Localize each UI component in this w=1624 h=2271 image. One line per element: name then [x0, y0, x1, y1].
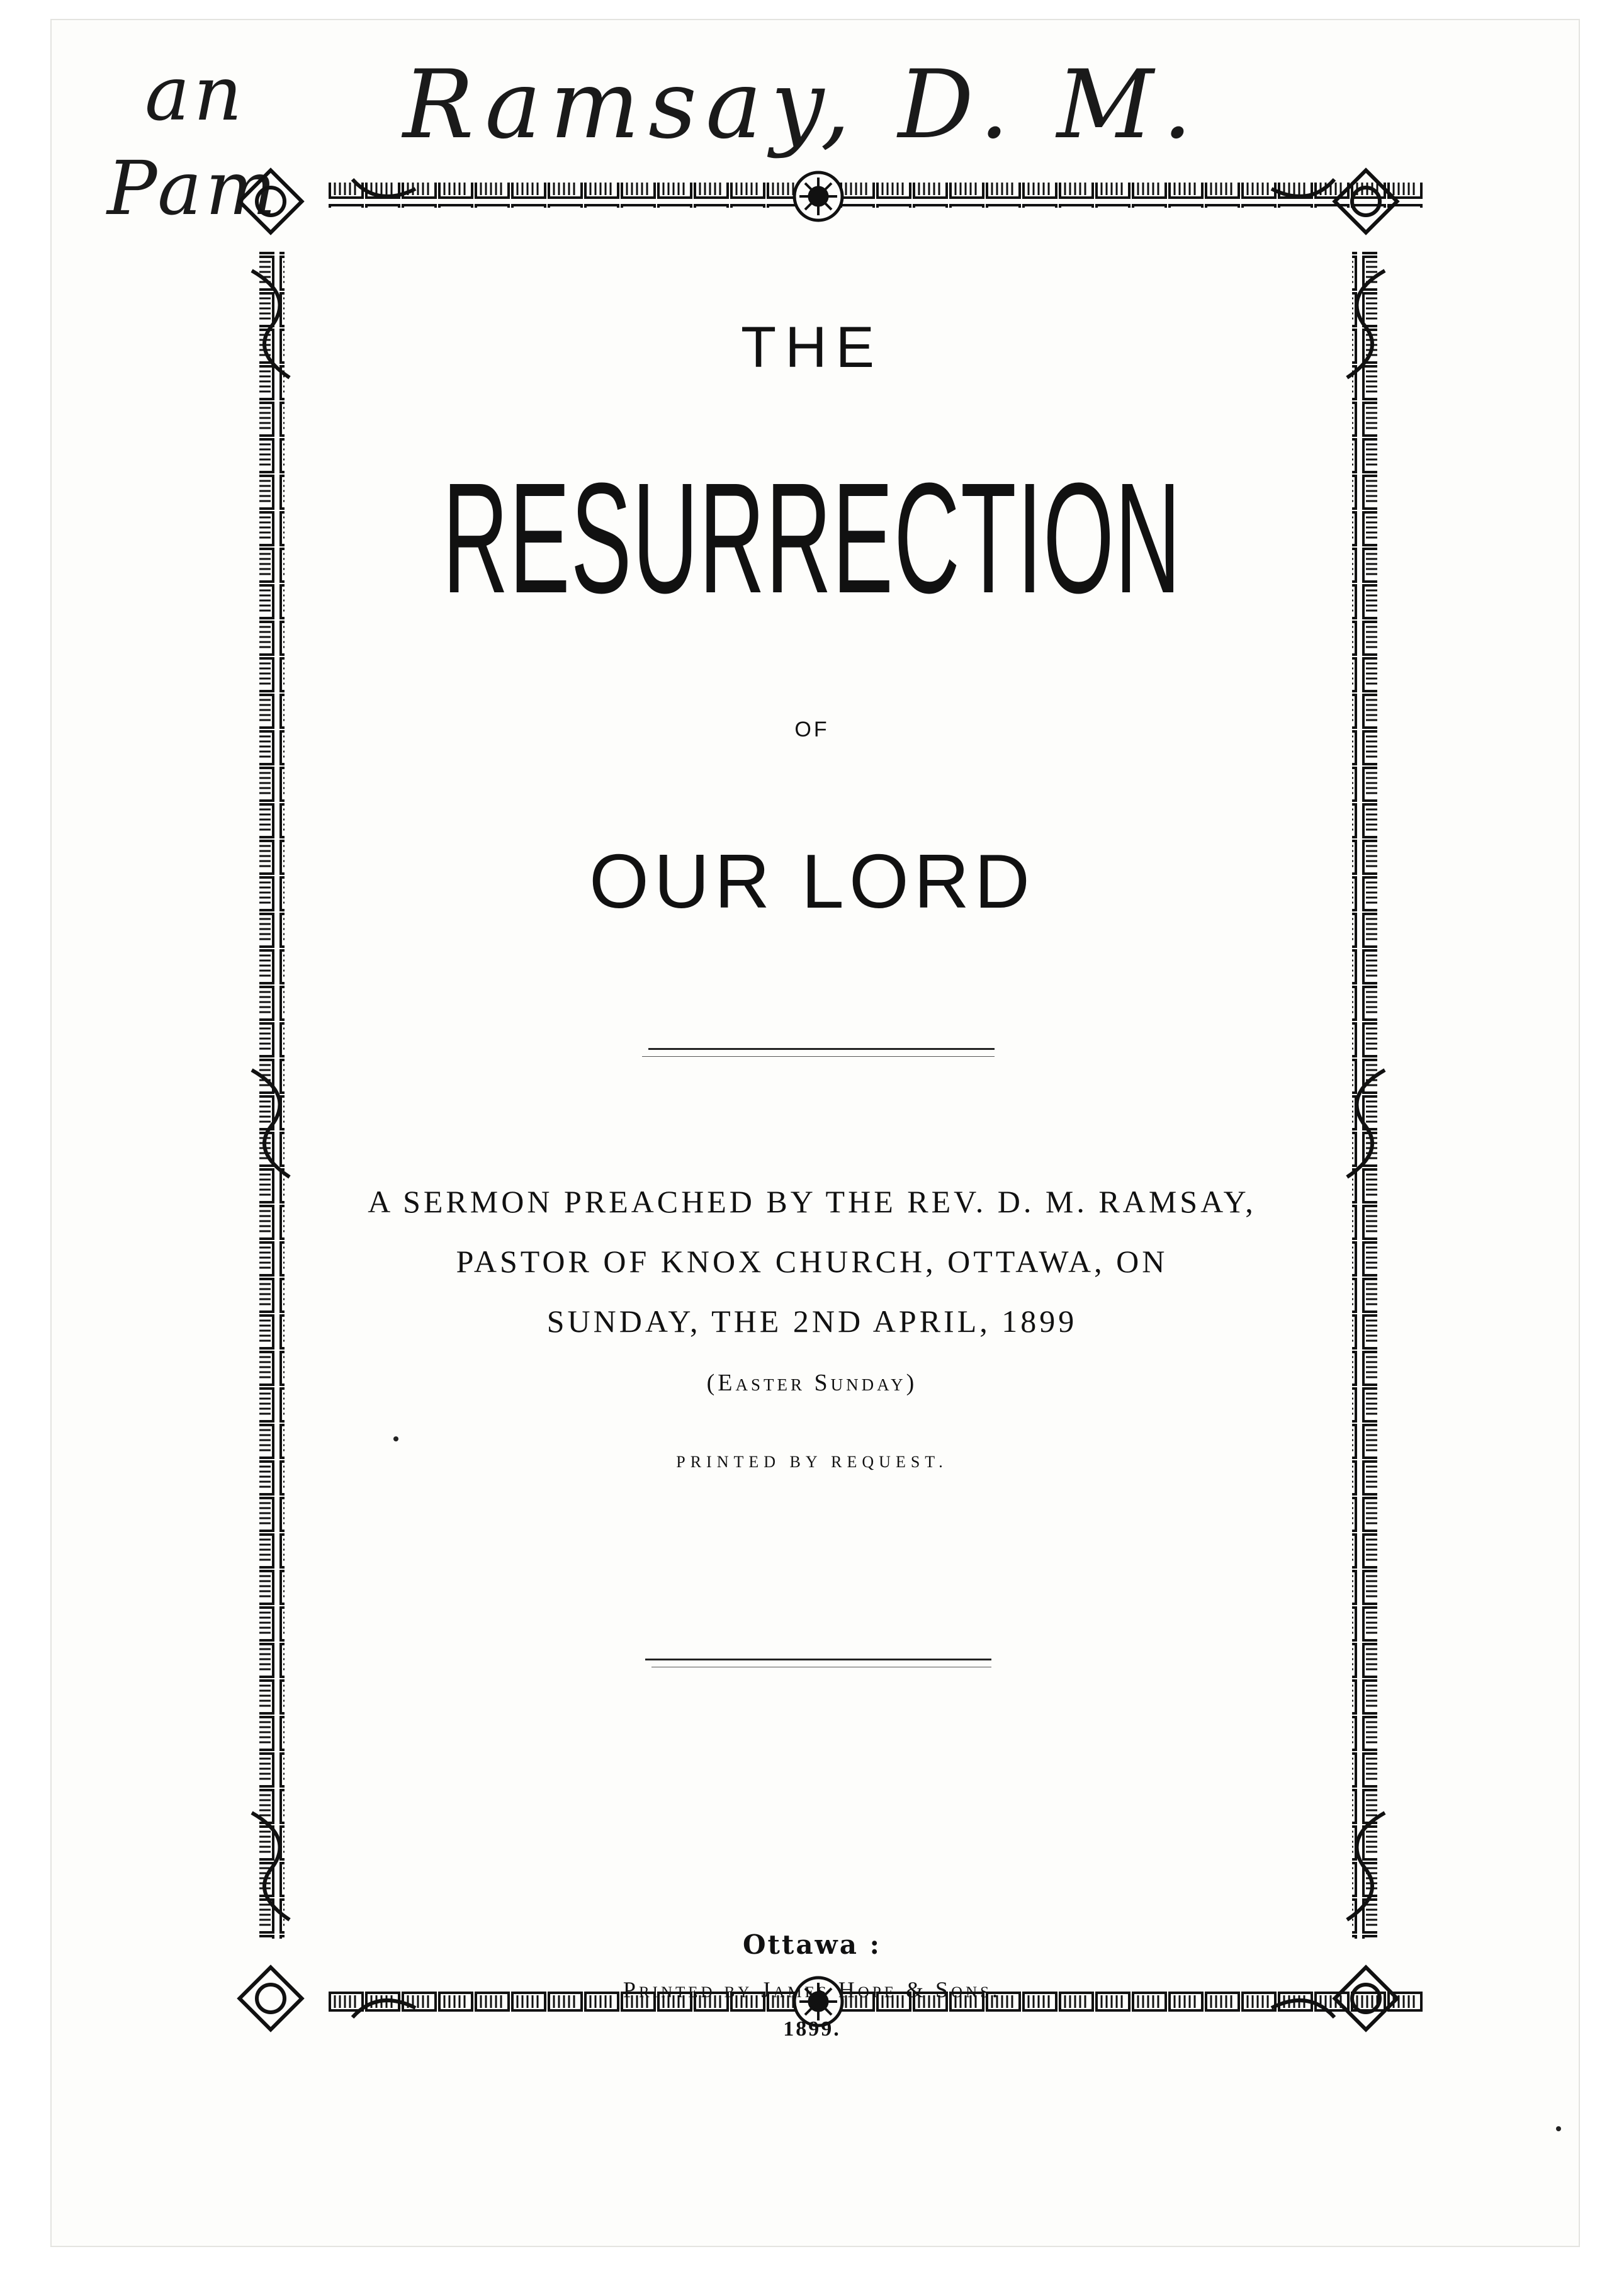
sermon-line-date: SUNDAY, THE 2ND APRIL, 1899 — [546, 1304, 1078, 1339]
title-the: THE — [741, 315, 883, 380]
imprint-printer: Printed by James Hope & Sons. — [623, 1977, 1001, 2002]
scan-speck — [1556, 2126, 1561, 2131]
imprint-city: Ottawa : — [742, 1929, 882, 1960]
handwritten-annotation-pam: Pam — [107, 145, 280, 232]
title-main: RESURRECTION — [443, 450, 1181, 626]
scan-speck — [393, 1436, 398, 1441]
title-subject: OUR LORD — [589, 838, 1035, 924]
title-of: OF — [794, 718, 830, 741]
divider-rule-upper-thin — [642, 1056, 995, 1057]
divider-rule-lower — [645, 1659, 991, 1660]
handwritten-author-name: Ramsay, D. M. — [403, 50, 1202, 160]
printed-by-request: PRINTED BY REQUEST. — [676, 1453, 948, 1471]
divider-rule-upper — [648, 1048, 995, 1050]
easter-sunday-note: (Easter Sunday) — [706, 1370, 918, 1396]
handwritten-annotation-an: an — [145, 50, 246, 138]
sermon-line-church: PASTOR OF KNOX CHURCH, OTTAWA, ON — [456, 1244, 1168, 1279]
imprint-year: 1899. — [783, 2017, 841, 2041]
sermon-line-preacher: A SERMON PREACHED BY THE REV. D. M. RAMSAY, — [368, 1184, 1256, 1219]
